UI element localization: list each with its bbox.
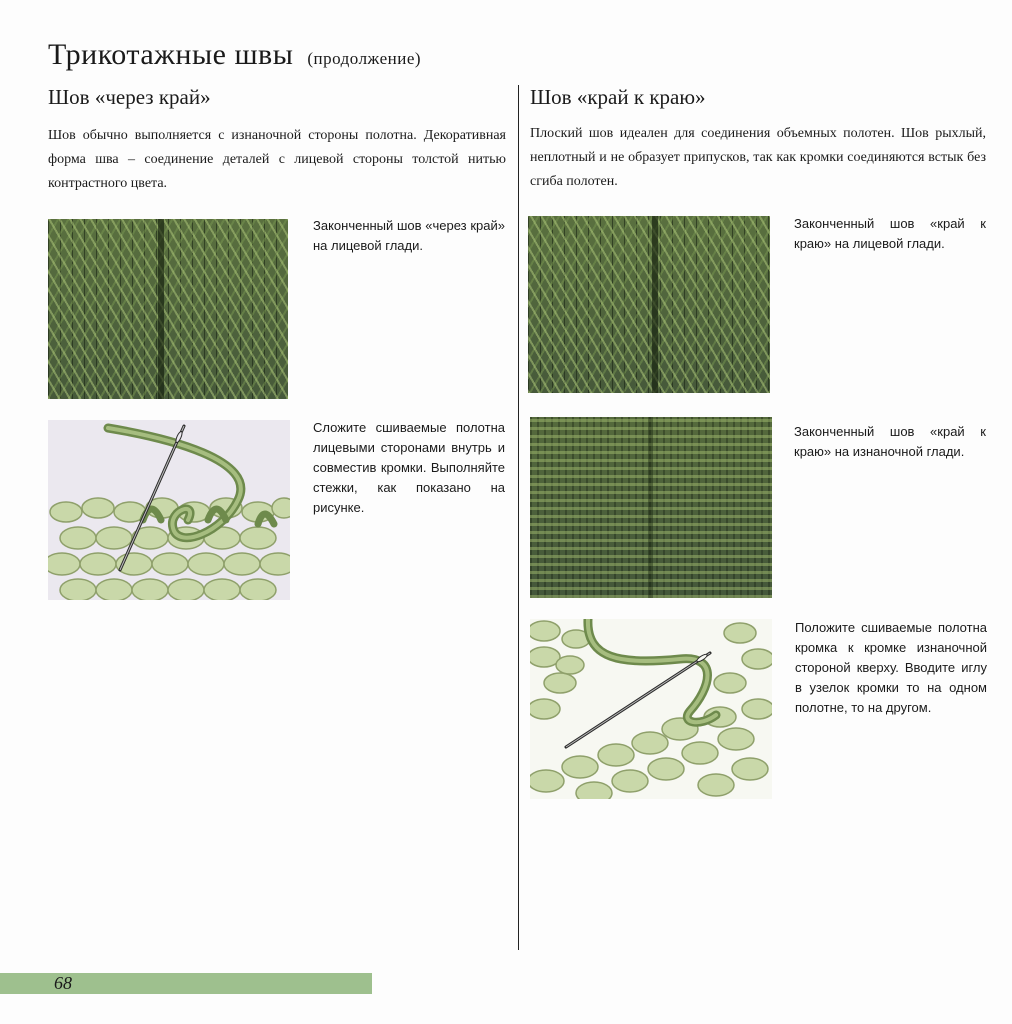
photo-overcast-seam-knit-side [48, 219, 288, 399]
caption-edge-seam-instructions: Положите сшиваемые полотна кромка к кромке изнаночной стороной кверху. Вводите иглу в узелок кромки то на одном полотне, то на другом. [795, 620, 987, 715]
photo-edge-to-edge-knit-side [528, 216, 770, 393]
right-section-heading: Шов «край к краю» [530, 85, 706, 109]
page-number: 68 [54, 973, 72, 993]
page-title-sub: (продолжение) [307, 49, 422, 68]
right-intro-text: Плоский шов идеален для соединения объемных полотен. Шов рыхлый, неплотный и не образует припусков, так как кромки соединяются встык без сгиба полотен. [530, 126, 986, 189]
column-divider [518, 85, 519, 950]
page-title-main: Трикотажные швы [48, 38, 294, 71]
needle-and-yarn-drawing [48, 420, 290, 600]
caption-overcast-seam-knit: Законченный шов «через край» на лицевой глади. [313, 218, 505, 253]
left-section-heading: Шов «через край» [48, 85, 211, 109]
illustration-overcast-stitching [48, 420, 290, 600]
photo-edge-to-edge-purl-side [530, 417, 772, 598]
caption-overcast-instructions: Сложите сшиваемые полотна лицевыми сторонами внутрь и совместив кромки. Выполняйте стежки, как показано на рисунке. [313, 420, 505, 515]
illustration-edge-to-edge-stitching [530, 619, 772, 799]
left-intro-text: Шов обычно выполняется с изнаночной стороны полотна. Декоративная форма шва – соединение деталей с лицевой стороны толстой нитью контрастного цвета. [48, 128, 506, 191]
needle-and-yarn-drawing-2 [530, 619, 772, 799]
caption-edge-seam-knit: Законченный шов «край к краю» на лицевой глади. [794, 216, 986, 251]
page-title [48, 38, 421, 72]
caption-edge-seam-purl: Законченный шов «край к краю» на изнаночной глади. [794, 424, 986, 459]
